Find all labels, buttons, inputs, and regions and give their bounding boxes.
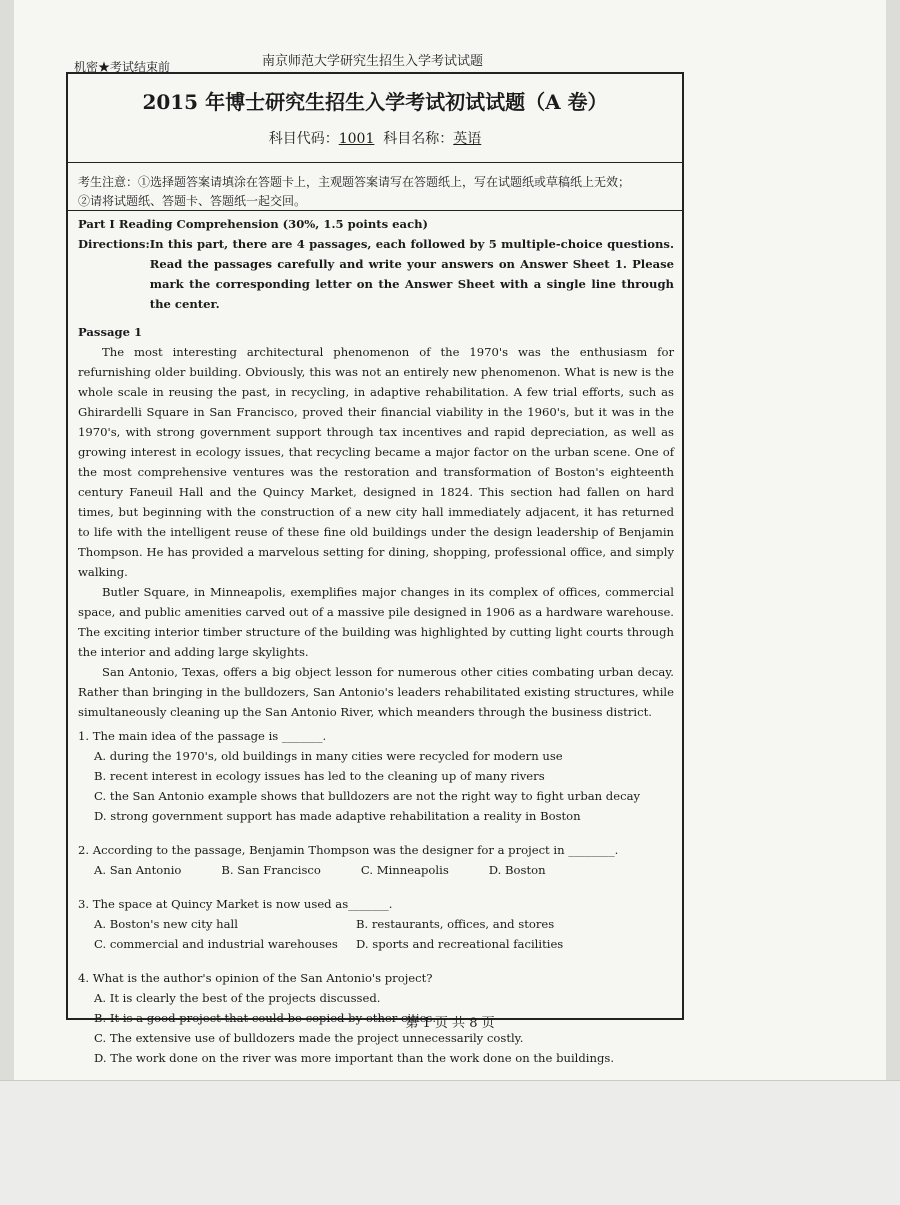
question-1-option-c: C. the San Antonio example shows that bulldozers are not the right way to fight urban decay <box>94 789 641 803</box>
directions-label: Directions: <box>78 237 150 251</box>
subject-code-label: 科目代码： <box>268 131 339 147</box>
passage-paragraph-1: The most interesting architectural phenomenon of the 1970's was the enthusiasm for refurnishing older building. Obviously, this was not an entirely new phenomenon. What is new is the whole scale in reusing the past, in recycling, in adaptive rehabilitation. A few trial efforts, such as Ghirardelli Square in San Francisco, proved their financial viability in the 1960's, but it was in the 1970's, with strong government support through tax incentives and rapid depreciation, as well as growing interest in ecology issues, that recycling became a major factor on the urban scene. One of the most comprehensive ventures was the restoration and transformation of Boston's eighteenth century Faneuil Hall and the Quincy Market, designed in 1824. This section had fallen on hard times, but beginning with the construction of a new city hall immediately adjacent, it has returned to life with the intelligent reuse of these fine old buildings under the design leadership of Benjamin Thompson. He has provided a marvelous setting for dining, shopping, professional office, and simply walking. <box>78 345 674 579</box>
question-4-option-d: D. The work done on the river was more important than the work done on the buildings. <box>94 1051 615 1065</box>
question-3-stem: 3. The space at Quincy Market is now used as_______. <box>78 897 393 911</box>
passage-paragraph-3: San Antonio, Texas, offers a big object lesson for numerous other cities combating urban decay. Rather than bringing in the bulldozers, San Antonio's leaders rehabilitated existing structures, while simultaneously cleaning up the San Antonio River, which meanders through the business district. <box>78 665 674 719</box>
subject-name: 英语 <box>453 131 482 147</box>
question-3-option-c: C. commercial and industrial warehouses <box>94 937 338 951</box>
exam-content <box>78 214 674 1068</box>
question-1-option-b: B. recent interest in ecology issues has led to the cleaning up of many rivers <box>94 769 545 783</box>
question-2-option-b: B. San Francisco <box>221 863 321 877</box>
question-2-option-a: A. San Antonio <box>94 863 182 877</box>
question-1-stem: 1. The main idea of the passage is _______. <box>78 729 327 743</box>
passage-paragraph-2: Butler Square, in Minneapolis, exemplifies major changes in its complex of offices, commercial space, and public amenities carved out of a massive pile designed in 1906 as a hardware warehouse. The exciting interior timber structure of the building was highlighted by cutting light courts through the interior and adding large skylights. <box>78 585 674 659</box>
question-4-option-c: C. The extensive use of bulldozers made the project unnecessarily costly. <box>94 1031 524 1045</box>
question-4-option-a: A. It is clearly the best of the projects discussed. <box>94 991 381 1005</box>
question-2-options <box>78 860 674 880</box>
candidate-notice <box>78 173 674 211</box>
confidential-mark: 机密★考试结束前 <box>74 60 171 74</box>
part1-heading: Part I Reading Comprehension (30%, 1.5 points each) <box>78 217 429 231</box>
passage-label: Passage 1 <box>78 325 143 339</box>
directions <box>78 234 674 314</box>
question-2-option-d: D. Boston <box>488 863 546 877</box>
divider-notice <box>68 210 682 211</box>
notice-line-2: ②请将试题纸、答题卡、答题纸一起交回。 <box>78 194 307 208</box>
subject-name-label: 科目名称： <box>383 131 454 147</box>
question-2-option-c: C. Minneapolis <box>360 863 449 877</box>
question-2-stem: 2. According to the passage, Benjamin Thompson was the designer for a project in ________. <box>78 843 619 857</box>
question-4-option-b: B. It is a good project that could be copied by other cities. <box>94 1011 437 1025</box>
exam-title: 2015 年博士研究生招生入学考试初试试题（A 卷） <box>142 90 608 114</box>
question-1-option-d: D. strong government support has made adaptive rehabilitation a reality in Boston <box>94 809 581 823</box>
school-header: 南京师范大学研究生招生入学考试试题 <box>262 54 484 69</box>
question-3-option-d: D. sports and recreational facilities <box>356 937 564 951</box>
question-3-options <box>78 914 674 954</box>
subject-line <box>68 128 682 148</box>
question-3-option-a: A. Boston's new city hall <box>94 917 238 931</box>
subject-code: 1001 <box>338 131 375 147</box>
question-1-option-a: A. during the 1970's, old buildings in many cities were recycled for modern use <box>94 749 563 763</box>
page-footer: 第 1 页 共 8 页 <box>405 1016 495 1031</box>
directions-text: In this part, there are 4 passages, each followed by 5 multiple-choice questions. Read the passages carefully and write your answers on Answer Sheet 1. Please mark the corresponding letter on the Answer Sheet with a single line through the center. <box>149 237 674 311</box>
notice-line-1: 考生注意：①选择题答案请填涂在答题卡上，主观题答案请写在答题纸上，写在试题纸或草稿纸上无效； <box>78 175 631 189</box>
divider-top <box>68 162 682 163</box>
question-3-option-b: B. restaurants, offices, and stores <box>356 917 555 931</box>
question-4-stem: 4. What is the author's opinion of the San Antonio's project? <box>78 971 433 985</box>
